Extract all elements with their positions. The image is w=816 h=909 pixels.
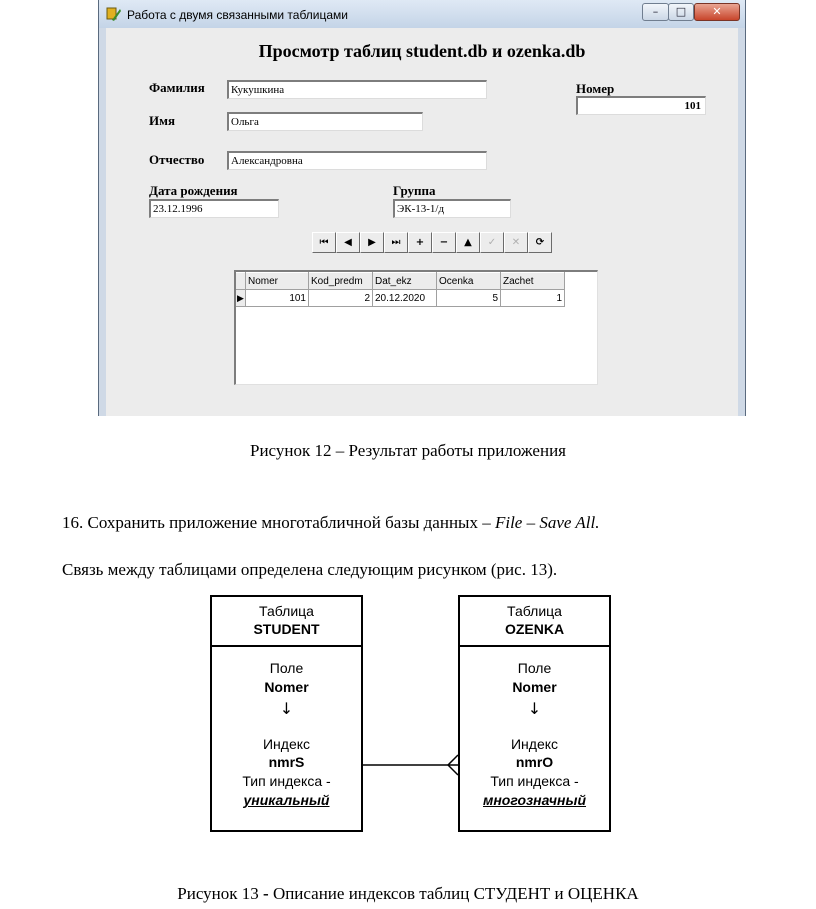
col-header-nomer[interactable]: Nomer	[246, 273, 309, 290]
cell-ocenka[interactable]: 5	[437, 290, 501, 307]
student-title-label: Таблица	[259, 603, 314, 619]
ozenka-title-label: Таблица	[507, 603, 562, 619]
refresh-icon: ⟳	[535, 237, 545, 248]
crowfoot-lower	[448, 765, 458, 775]
student-table-box	[210, 595, 363, 832]
ozenka-box-header	[460, 597, 609, 647]
data-rozhdeniya-field[interactable]: 23.12.1996	[149, 199, 279, 218]
figure-13-rest: Описание индексов таблиц СТУДЕНТ и ОЦЕНКА	[268, 884, 639, 903]
window-title: Работа с двумя связанными таблицами	[127, 8, 348, 22]
student-type-label: Тип индекса -	[242, 773, 331, 789]
maximize-icon: □	[675, 5, 687, 18]
crowfoot-upper	[448, 755, 458, 765]
col-header-kod-predm[interactable]: Kod_predm	[309, 273, 373, 290]
figure-12-caption: Рисунок 12 – Результат работы приложения	[250, 441, 566, 460]
figure-13-dash: -	[263, 884, 269, 903]
gruppa-field[interactable]: ЭК-13-1/д	[393, 199, 511, 218]
figure-13-prefix: Рисунок 13	[177, 884, 264, 903]
ozenka-field-label: Поле	[517, 660, 552, 676]
imya-label: Имя	[149, 113, 175, 128]
close-icon: ✕	[712, 5, 722, 18]
prior-record-icon: ◀	[344, 237, 352, 248]
col-header-ocenka[interactable]: Ocenka	[437, 273, 501, 290]
arrow-down-icon: ↓	[527, 699, 542, 718]
student-type-wrap	[212, 792, 361, 808]
familiya-label: Фамилия	[149, 80, 205, 95]
otchestvo-label: Отчество	[149, 152, 205, 167]
col-header-zachet[interactable]: Zachet	[501, 273, 565, 290]
nomer-label: Номер	[576, 81, 615, 96]
first-record-icon: ⏮	[319, 237, 329, 248]
ozenka-index-name: nmrO	[515, 754, 554, 770]
student-box-header	[212, 597, 361, 647]
ozenka-field-name: Nomer	[512, 679, 557, 695]
step-16-menu: File – Save All.	[494, 513, 600, 532]
cell-kod-predm[interactable]: 2	[309, 290, 373, 307]
gruppa-label: Группа	[393, 183, 436, 198]
imya-field[interactable]: Ольга	[227, 112, 423, 131]
last-record-icon: ⏭	[391, 237, 401, 248]
plus-icon: +	[415, 237, 425, 248]
cancel-x-icon: ✕	[511, 237, 521, 248]
student-title-name: STUDENT	[253, 621, 320, 637]
student-index-label: Индекс	[262, 736, 311, 752]
ozenka-title-name: OZENKA	[504, 621, 565, 637]
nomer-field[interactable]: 101	[576, 96, 706, 115]
student-index-name: nmrS	[268, 754, 305, 770]
col-header-dat-ekz[interactable]: Dat_ekz	[373, 273, 437, 290]
ozenka-type-label: Тип индекса -	[490, 773, 579, 789]
cell-nomer[interactable]: 101	[246, 290, 309, 307]
data-rozhdeniya-label: Дата рождения	[149, 183, 238, 198]
student-field-name: Nomer	[264, 679, 309, 695]
cell-zachet[interactable]: 1	[501, 290, 565, 307]
edit-up-icon: ▲	[464, 237, 472, 248]
relation-paragraph: Связь между таблицами определена следующим рисунком (рис. 13).	[62, 560, 558, 579]
cell-dat-ekz[interactable]: 20.12.2020	[373, 290, 437, 307]
row-indicator-icon: ▶	[236, 290, 246, 307]
next-record-icon: ▶	[368, 237, 376, 248]
figure-13-caption	[0, 884, 816, 904]
otchestvo-field[interactable]: Александровна	[227, 151, 487, 170]
student-field-label: Поле	[269, 660, 304, 676]
student-type-value: уникальный	[243, 792, 330, 808]
ozenka-type-wrap	[460, 792, 609, 808]
form-heading: Просмотр таблиц student.db и ozenka.db	[258, 41, 586, 61]
familiya-field[interactable]: Кукушкина	[227, 80, 487, 99]
minimize-icon: –	[652, 5, 659, 18]
step-16-text: 16. Сохранить приложение многотабличной базы данных –	[62, 513, 495, 532]
minus-icon: −	[439, 237, 449, 248]
checkmark-icon: ✓	[487, 237, 497, 248]
arrow-down-icon: ↓	[279, 699, 294, 718]
ozenka-type-value: многозначный	[482, 792, 587, 808]
ozenka-index-label: Индекс	[510, 736, 559, 752]
ozenka-table-box	[458, 595, 611, 832]
